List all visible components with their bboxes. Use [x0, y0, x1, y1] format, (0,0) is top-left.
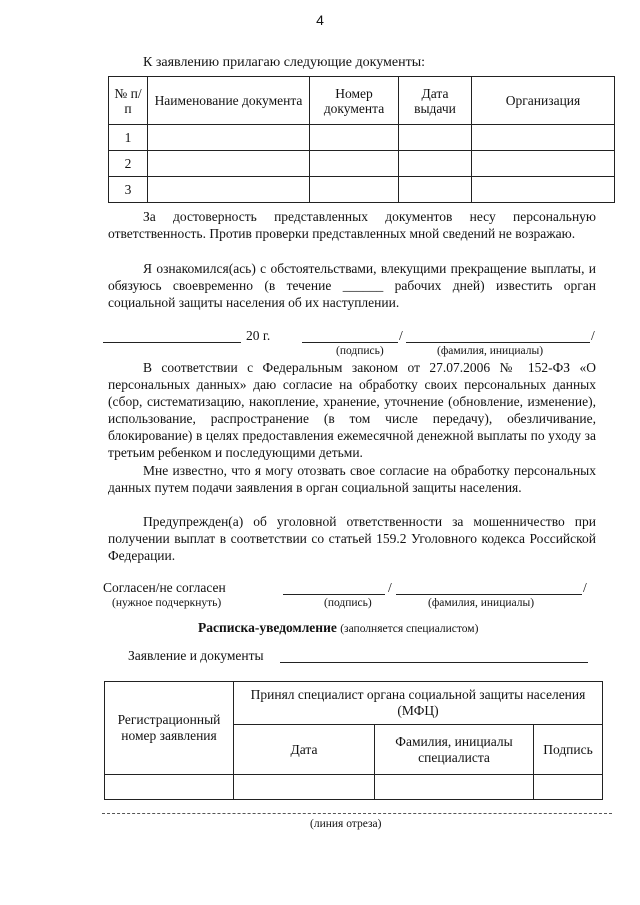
name-line[interactable]: [396, 594, 582, 595]
separator-slash: /: [399, 328, 403, 343]
issue-date-cell[interactable]: [399, 151, 472, 177]
name-line[interactable]: [406, 342, 590, 343]
personal-data-consent: В соответствии с Федеральным законом от 27.07.2006 № 152-ФЗ «О персональных данных» даю согласие на обработку своих персональных данных (сбор, систематизацию, накопление, хранение, уточнение (обновление, изменение), использование, распространение (в том числе передачу), обезличивание, блокирование) в целях предоставления ежемесячной денежной выплаты по уходу за третьим ребенком и последующими детьми.: [108, 360, 596, 460]
cut-line-caption: (линия отреза): [310, 818, 382, 830]
doc-number-cell[interactable]: [310, 151, 399, 177]
organization-cell[interactable]: [472, 151, 615, 177]
name-caption: (фамилия, инициалы): [428, 597, 535, 609]
col-sign: Подпись: [534, 725, 603, 775]
year-label: 20 г.: [246, 328, 271, 343]
table-row: [109, 177, 615, 203]
cut-line: [102, 813, 612, 814]
table-header-row: [109, 77, 615, 125]
doc-name-cell[interactable]: [148, 151, 310, 177]
page-number: 4: [316, 12, 324, 28]
issue-date-cell[interactable]: [399, 177, 472, 203]
reg-number-header: Регистрационный номер заявления: [105, 682, 234, 775]
docs-line[interactable]: [280, 662, 588, 663]
warning-paragraph: Предупрежден(а) об уголовной ответственности за мошенничество при получении выплат в соответствии со статьей 159.2 Уголовного кодекса Российской Федерации.: [108, 514, 596, 563]
separator-slash: /: [591, 328, 595, 343]
sign-cell[interactable]: [534, 775, 603, 800]
documents-table: [108, 76, 615, 203]
table-row: [105, 775, 603, 800]
row-number: 3: [109, 177, 148, 203]
reg-number-cell[interactable]: [105, 775, 234, 800]
col-doc-number: Номер документа: [310, 77, 399, 125]
separator-slash: /: [388, 580, 392, 595]
receipt-heading: [198, 620, 478, 636]
issue-date-cell[interactable]: [399, 125, 472, 151]
attachments-intro: К заявлению прилагаю следующие документы:: [143, 55, 426, 70]
separator-slash: /: [583, 580, 587, 595]
doc-number-cell[interactable]: [310, 125, 399, 151]
date-cell[interactable]: [234, 775, 375, 800]
col-doc-name: Наименование документа: [148, 77, 310, 125]
date-line[interactable]: [103, 342, 241, 343]
col-issue-date: Дата выдачи: [399, 77, 472, 125]
receipt-title: Расписка-уведомление: [198, 620, 337, 635]
col-organization: Организация: [472, 77, 615, 125]
col-number-label: № п/п: [114, 85, 142, 116]
doc-name-cell[interactable]: [148, 125, 310, 151]
row-number: 1: [109, 125, 148, 151]
table-row: [109, 151, 615, 177]
table-row: [109, 125, 615, 151]
signature-line[interactable]: [302, 342, 398, 343]
col-date: Дата: [234, 725, 375, 775]
organization-cell[interactable]: [472, 125, 615, 151]
underline-caption: (нужное подчеркнуть): [112, 597, 222, 609]
doc-name-cell[interactable]: [148, 177, 310, 203]
notify-paragraph: Я ознакомился(ась) с обстоятельствами, влекущими прекращение выплаты, и обязуюсь своевременно (в течение ______ рабочих дней) известить орган социальной защиты населения об их наступлении.: [108, 261, 596, 310]
revoke-paragraph: Мне известно, что я могу отозвать свое согласие на обработку персональных данных путем подачи заявления в орган социальной защиты населения.: [108, 463, 596, 495]
row-number: 2: [109, 151, 148, 177]
name-cell[interactable]: [375, 775, 534, 800]
reliability-paragraph: За достоверность представленных документов несу персональную ответственность. Против проверки представленных мной сведений не возражаю.: [108, 209, 596, 241]
col-number: [109, 77, 148, 125]
docs-label: Заявление и документы: [128, 648, 264, 663]
name-caption: (фамилия, инициалы): [437, 345, 544, 357]
col-name: Фамилия, инициалы специалиста: [375, 725, 534, 775]
signature-caption: (подпись): [336, 345, 384, 357]
signature-line[interactable]: [283, 594, 385, 595]
signature-caption: (подпись): [324, 597, 372, 609]
table-row: [105, 682, 603, 725]
agree-label[interactable]: Согласен/не согласен: [103, 580, 226, 595]
receipt-note: (заполняется специалистом): [340, 623, 479, 635]
organization-cell[interactable]: [472, 177, 615, 203]
registration-table: [104, 681, 603, 800]
doc-number-cell[interactable]: [310, 177, 399, 203]
accepted-header: Принял специалист органа социальной защиты населения (МФЦ): [234, 682, 603, 725]
